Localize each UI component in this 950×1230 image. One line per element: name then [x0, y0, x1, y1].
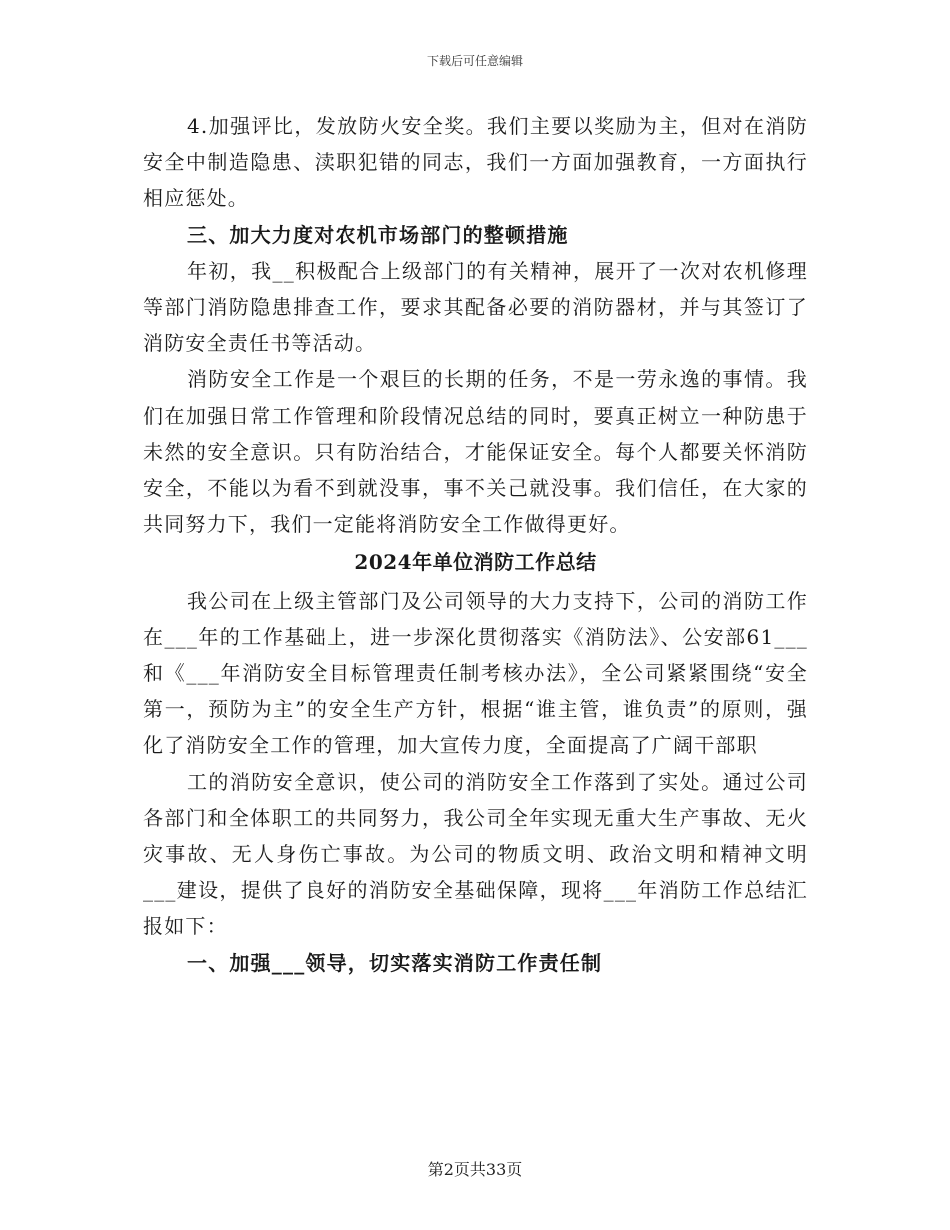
document-body — [143, 108, 808, 981]
paragraph-hazard-inspection: 年初，我__积极配合上级部门的有关精神，展开了一次对农机修理等部门消防隐患排查工作，要求其配备必要的消防器材，并与其签订了消防安全责任书等活动。 — [143, 258, 808, 356]
document-title: 2024年单位消防工作总结 — [354, 550, 597, 575]
paragraph-long-term-task: 消防安全工作是一个艰巨的长期的任务，不是一劳永逸的事情。我们在加强日常工作管理和阶段情况总结的同时，要真正树立一种防患于未然的安全意识。只有防治结合，才能保证安全。每个人都要关怀消防安全，不能以为看不到就没事，事不关己就没事。我们信任，在大家的共同努力下，我们一定能将消防安全工作做得更好。 — [143, 367, 808, 537]
page-number: 第2页共33页 — [427, 1160, 523, 1179]
page-header: 下载后可任意编辑 — [426, 54, 523, 68]
paragraph-introduction: 我公司在上级主管部门及公司领导的大力支持下，公司的消防工作在___年的工作基础上，进一步深化贯彻落实《消防法》、公安部61___和《___年消防安全目标管理责任制考核办法》，全公司紧紧围绕“安全第一，预防为主”的安全生产方针，根据“谁主管，谁负责”的原则，强化了消防安全工作的管理，加大宣传力度，全面提高了广阔干部职 — [143, 588, 808, 758]
paragraph-fire-safety-award: 4.加强评比，发放防火安全奖。我们主要以奖励为主，但对在消防安全中制造隐患、渎职犯错的同志，我们一方面加强教育，一方面执行相应惩处。 — [143, 114, 808, 211]
section-heading-farm-machinery: 三、加大力度对农机市场部门的整顿措施 — [187, 222, 569, 247]
section-heading-leadership: 一、加强___领导，切实落实消防工作责任制 — [187, 950, 603, 975]
paragraph-achievements: 工的消防安全意识，使公司的消防安全工作落到了实处。通过公司各部门和全体职工的共同努力，我公司全年实现无重大生产事故、无火灾事故、无人身伤亡事故。为公司的物质文明、政治文明和精神文明___建设，提供了良好的消防安全基础保障，现将___年消防工作总结汇报如下： — [143, 769, 808, 939]
